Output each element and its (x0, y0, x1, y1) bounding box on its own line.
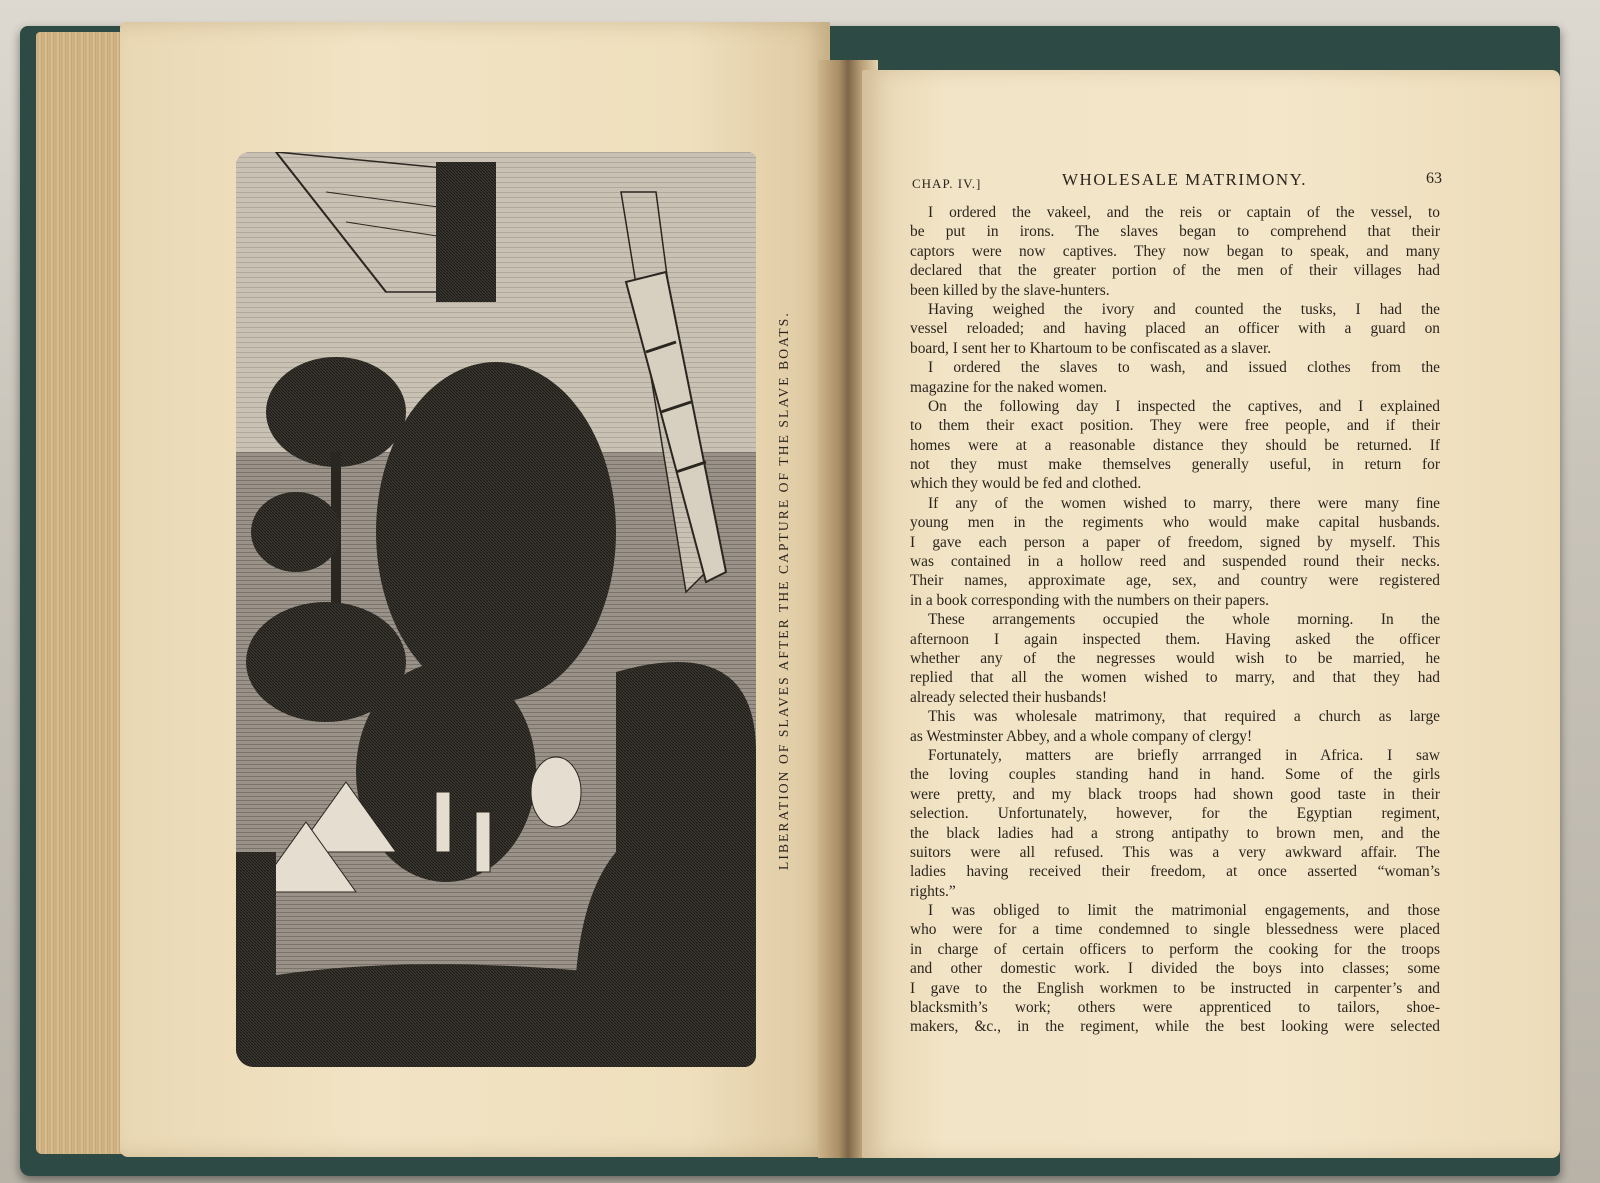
text-line: makers, &c., in the regiment, while the best looking were selected (910, 1018, 1440, 1036)
text-line: in a book corresponding with the numbers on their papers. (910, 591, 1270, 609)
text-line: declared that the greater portion of the men of their villages had (910, 262, 1440, 280)
text-line: as Westminster Abbey, and a whole company of clergy! (910, 727, 1253, 745)
text-line: which they would be fed and clothed. (910, 475, 1142, 493)
chapter-label: CHAP. IV.] (912, 176, 982, 191)
text-line: I ordered the vakeel, and the reis or captain of the vessel, to (928, 204, 1440, 221)
text-line: Fortunately, matters are briefly arrranged in Africa. I saw (928, 746, 1440, 764)
text-line: If any of the women wished to marry, there were many fine (928, 494, 1440, 512)
text-line: were pretty, and my black troops had shown good taste in their (910, 785, 1440, 803)
text-line: This was wholesale matrimony, that required a church as large (928, 708, 1440, 726)
text-line: whether any of the negresses would wish to be married, he (910, 649, 1440, 667)
text-line: I gave each person a paper of freedom, signed by myself. This (910, 533, 1440, 551)
plate-caption: LIBERATION OF SLAVES AFTER THE CAPTURE OF THE SLAVE BOATS. (776, 311, 791, 870)
text-line: captors were now captives. They now began to speak, and many (910, 242, 1440, 260)
text-line: On the following day I inspected the captives, and I explained (928, 397, 1440, 415)
engraving-plate (236, 152, 756, 1067)
engraving-illustration (236, 152, 756, 1067)
page-title: WHOLESALE MATRIMONY. (1062, 170, 1308, 189)
text-line: ladies having received their freedom, at once asserted “woman’s (910, 863, 1440, 881)
text-line: I gave to the English workmen to be instructed in carpenter’s and (910, 979, 1440, 997)
text-line: the black ladies had a strong antipathy to brown men, and the (910, 824, 1440, 842)
text-line: I ordered the slaves to wash, and issued clothes from the (928, 359, 1440, 377)
text-line: already selected their husbands! (910, 688, 1108, 706)
page-number: 63 (1426, 170, 1442, 187)
text-line: the loving couples standing hand in hand. Some of the girls (910, 766, 1440, 784)
text-line: in charge of certain officers to perform the cooking for the troops (910, 940, 1440, 958)
text-line: selection. Unfortunately, however, for the Egyptian regiment, (910, 805, 1440, 823)
text-line: board, I sent her to Khartoum to be confiscated as a slaver. (910, 339, 1272, 357)
text-line: young men in the regiments who would make capital husbands. (910, 514, 1440, 532)
text-line: These arrangements occupied the whole morning. In the (928, 611, 1440, 629)
text-line: blacksmith’s work; others were apprenticed to tailors, shoe- (910, 999, 1440, 1017)
text-line: replied that all the women wished to marry, and that they had (910, 669, 1440, 687)
text-line: who were for a time condemned to single blessedness were placed (910, 921, 1440, 939)
text-line: be put in irons. The slaves began to comprehend that their (910, 223, 1440, 241)
text-line: been killed by the slave-hunters. (910, 281, 1110, 299)
body-text (910, 203, 1440, 1037)
text-line: was contained in a hollow reed and suspended round their necks. (910, 553, 1440, 571)
text-line: magazine for the naked women. (910, 378, 1108, 396)
text-line: Having weighed the ivory and counted the tusks, I had the (928, 300, 1440, 318)
text-line: vessel reloaded; and having placed an officer with a guard on (910, 320, 1440, 338)
text-line: afternoon I again inspected them. Having asked the officer (910, 630, 1440, 648)
text-line: rights.” (910, 882, 956, 900)
text-line: not they must make themselves generally useful, in return for (910, 456, 1440, 474)
text-line: suitors were all refused. This was a very awkward affair. The (910, 843, 1440, 861)
running-head (912, 170, 1442, 198)
text-line: homes were at a reasonable distance they should be returned. If (910, 436, 1440, 454)
text-line: to them their exact position. They were free people, and if their (910, 417, 1440, 435)
text-line: and other domestic work. I divided the boys into classes; some (910, 960, 1440, 978)
text-line: I was obliged to limit the matrimonial engagements, and those (928, 902, 1440, 920)
text-line: Their names, approximate age, sex, and country were registered (910, 572, 1440, 590)
